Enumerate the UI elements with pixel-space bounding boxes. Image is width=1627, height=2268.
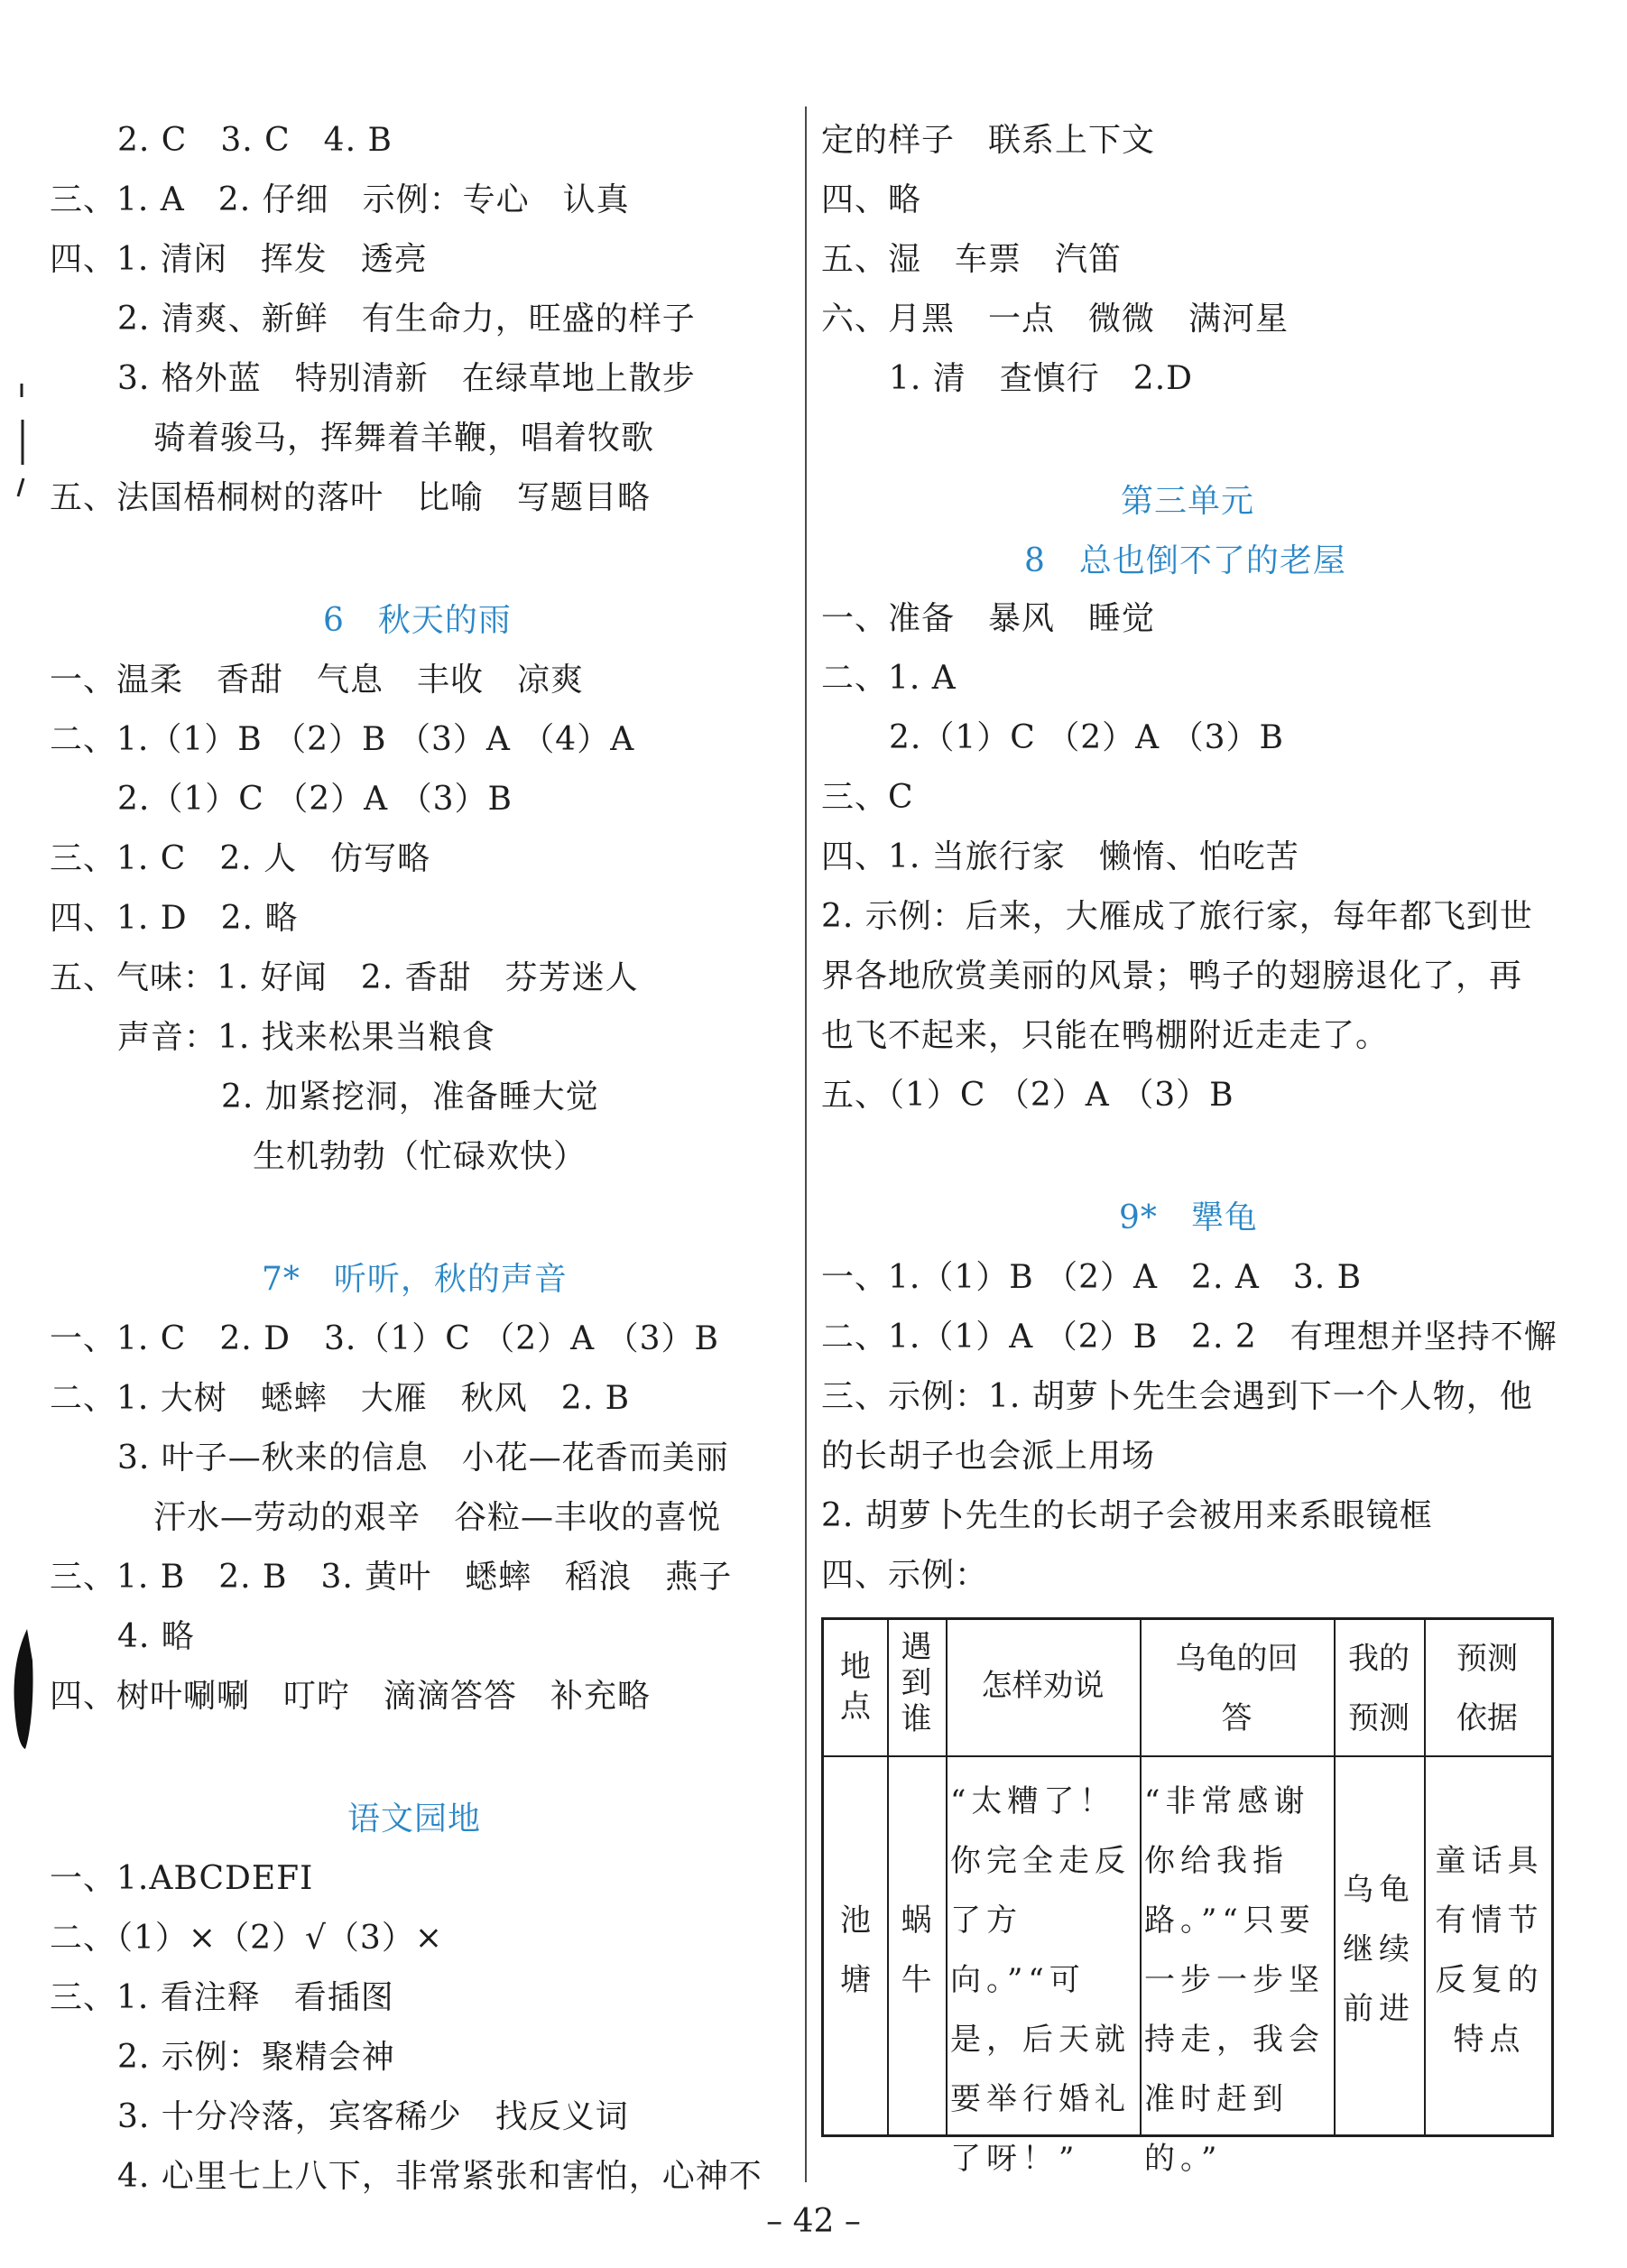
right-line-2: 四、略 bbox=[821, 181, 922, 218]
cell-basis: 童话具有情节反复的特点 bbox=[1435, 1843, 1544, 2058]
s6-line-4: 三、1. C 2. 人 仿写略 bbox=[50, 840, 431, 877]
garden-line-4: 2. 示例：聚精会神 bbox=[117, 2039, 395, 2076]
right-line-3: 五、湿 车票 汽笛 bbox=[821, 241, 1123, 278]
header-basis bbox=[1424, 1629, 1550, 1755]
header-who bbox=[887, 1629, 946, 1755]
section-8-title: 8 总也倒不了的老屋 bbox=[1024, 542, 1346, 579]
s8-line-9: 五、（1）C （2）A （3）B bbox=[821, 1077, 1234, 1114]
s8-line-1: 一、准备 暴风 睡觉 bbox=[821, 600, 1156, 637]
s7-line-6: 4. 略 bbox=[117, 1618, 195, 1655]
section-7-title: 7* 听听，秋的声音 bbox=[262, 1261, 568, 1298]
s6-line-1: 一、温柔 香甜 气息 丰收 凉爽 bbox=[50, 662, 585, 699]
header-prediction bbox=[1334, 1629, 1424, 1755]
s7-line-1: 一、1. C 2. D 3.（1）C （2）A （3）B bbox=[50, 1320, 719, 1357]
s7-line-7: 四、树叶唰唰 叮咛 滴滴答答 补充略 bbox=[50, 1678, 652, 1715]
s6-line-5: 四、1. D 2. 略 bbox=[50, 900, 299, 937]
s9-line-3: 三、示例：1. 胡萝卜先生会遇到下一个人物，他 bbox=[821, 1378, 1533, 1415]
header-who-text: 遇到谁 bbox=[901, 1629, 932, 1737]
s6-line-7: 声音：1. 找来松果当粮食 bbox=[117, 1019, 495, 1056]
margin-mark bbox=[7, 379, 34, 505]
garden-line-3: 三、1. 看注释 看插图 bbox=[50, 1979, 394, 2016]
cell-place bbox=[824, 1891, 887, 2010]
left-line-1: 2. C 3. C 4. B bbox=[117, 122, 393, 159]
s7-line-2: 二、1. 大树 蟋蟀 大雁 秋风 2. B bbox=[50, 1380, 631, 1417]
s7-line-4: 汗水—劳动的艰辛 谷粒—丰收的喜悦 bbox=[153, 1499, 722, 1536]
header-persuade-text: 怎样劝说 bbox=[981, 1668, 1105, 1704]
s6-line-2: 二、1.（1）B （2）B （3）A （4）A bbox=[50, 721, 635, 758]
garden-line-2: 二、（1）×（2）√（3）× bbox=[50, 1920, 443, 1957]
header-persuade bbox=[946, 1656, 1140, 1710]
header-basis-text: 预测依据 bbox=[1456, 1641, 1518, 1736]
s6-line-9: 生机勃勃（忙碌欢快） bbox=[253, 1138, 587, 1175]
s8-line-7: 界各地欣赏美丽的风景；鸭子的翅膀退化了，再 bbox=[821, 958, 1523, 995]
header-answer-text: 乌龟的回答 bbox=[1175, 1641, 1299, 1736]
garden-line-6: 4. 心里七上八下，非常紧张和害怕，心神不 bbox=[117, 2158, 763, 2195]
s7-line-3: 3. 叶子—秋来的信息 小花—花香而美丽 bbox=[117, 1439, 729, 1477]
left-line-7: 五、法国梧桐树的落叶 比喻 写题目略 bbox=[50, 479, 652, 516]
cell-place-text: 池塘 bbox=[840, 1902, 871, 1998]
s9-line-6: 四、示例： bbox=[821, 1557, 989, 1594]
left-line-3: 四、1. 清闲 挥发 透亮 bbox=[50, 241, 428, 278]
cell-who bbox=[887, 1891, 946, 2010]
unit-3-title: 第三单元 bbox=[1121, 483, 1255, 520]
garden-title: 语文园地 bbox=[347, 1801, 482, 1838]
garden-line-1: 一、1.ABCDEFI bbox=[50, 1860, 314, 1897]
s8-line-5: 四、1. 当旅行家 懒惰、怕吃苦 bbox=[821, 838, 1299, 875]
right-line-4: 六、月黑 一点 微微 满河星 bbox=[821, 301, 1290, 338]
header-prediction-text: 我的预测 bbox=[1348, 1641, 1410, 1736]
s6-line-6: 五、气味：1. 好闻 2. 香甜 芬芳迷人 bbox=[50, 959, 639, 996]
s8-line-6: 2. 示例：后来，大雁成了旅行家，每年都飞到世 bbox=[821, 898, 1533, 935]
margin-ink-blot bbox=[7, 1625, 34, 1751]
section-6-title: 6 秋天的雨 bbox=[323, 602, 512, 639]
garden-line-5: 3. 十分冷落，宾客稀少 找反义词 bbox=[117, 2098, 629, 2135]
cell-prediction: 乌龟继续前进 bbox=[1343, 1872, 1415, 2027]
s8-line-8: 也飞不起来，只能在鸭棚附近走走了。 bbox=[821, 1017, 1390, 1054]
left-line-2: 三、1. A 2. 仔细 示例：专心 认真 bbox=[50, 181, 630, 218]
s6-line-3: 2.（1）C （2）A （3）B bbox=[117, 781, 513, 818]
section-9-title: 9* 犟龟 bbox=[1119, 1199, 1258, 1236]
cell-answer: “非常感谢你给我指路。”“只要一步一步坚持走，我会准时赶到的。” bbox=[1144, 1783, 1325, 2177]
cell-persuade: “太糟了！你完全走反了方向。”“可是，后天就要举行婚礼了呀！” bbox=[950, 1783, 1131, 2177]
prediction-table bbox=[821, 1617, 1554, 2177]
s8-line-3: 2.（1）C （2）A （3）B bbox=[889, 719, 1284, 756]
header-answer bbox=[1140, 1629, 1334, 1755]
s9-line-4: 的长胡子也会派上用场 bbox=[821, 1438, 1156, 1475]
s9-line-5: 2. 胡萝卜先生的长胡子会被用来系眼镜框 bbox=[821, 1497, 1433, 1534]
header-place-text: 地点 bbox=[840, 1649, 871, 1725]
right-line-5: 1. 清 查慎行 2.D bbox=[889, 360, 1194, 397]
left-line-4: 2. 清爽、新鲜 有生命力，旺盛的样子 bbox=[117, 301, 696, 338]
s9-line-1: 一、1.（1）B （2）A 2. A 3. B bbox=[821, 1259, 1363, 1296]
page-number: – 42 – bbox=[766, 2203, 861, 2240]
right-line-1: 定的样子 联系上下文 bbox=[821, 122, 1156, 159]
cell-who-text: 蜗牛 bbox=[901, 1902, 932, 1998]
column-divider bbox=[805, 106, 807, 2182]
s7-line-5: 三、1. B 2. B 3. 黄叶 蟋蟀 稻浪 燕子 bbox=[50, 1559, 733, 1596]
left-line-5: 3. 格外蓝 特别清新 在绿草地上散步 bbox=[117, 360, 696, 397]
left-line-6: 骑着骏马，挥舞着羊鞭，唱着牧歌 bbox=[153, 420, 655, 457]
s8-line-2: 二、1. A bbox=[821, 660, 957, 697]
s9-line-2: 二、1.（1）A （2）B 2. 2 有理想并坚持不懈 bbox=[821, 1319, 1558, 1356]
s6-line-8: 2. 加紧挖洞，准备睡大觉 bbox=[221, 1078, 599, 1115]
s8-line-4: 三、C bbox=[821, 779, 914, 816]
header-place bbox=[824, 1629, 887, 1755]
